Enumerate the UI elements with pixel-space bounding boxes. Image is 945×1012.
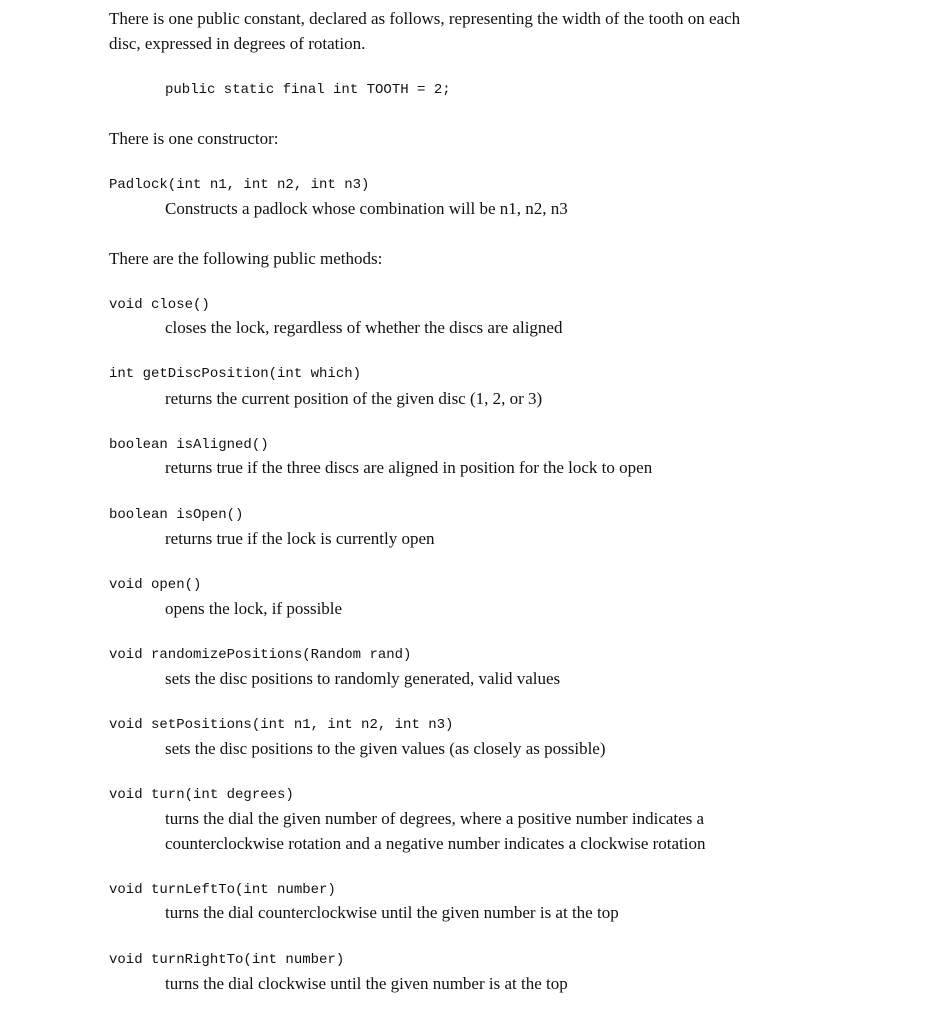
method-description-is-aligned: returns true if the three discs are aligned in position for the lock to open <box>165 458 653 477</box>
method-signature-turn-left-to: void turnLeftTo(int number) <box>109 882 336 898</box>
method-signature-randomize-positions: void randomizePositions(Random rand) <box>109 647 412 663</box>
constructor-description: Constructs a padlock whose combination will be n1, n2, n3 <box>165 199 568 218</box>
method-description-close: closes the lock, regardless of whether the discs are aligned <box>165 318 563 337</box>
method-description-turn-line-1: turns the dial the given number of degrees, where a positive number indicates a <box>165 809 705 828</box>
method-signature-turn-right-to: void turnRightTo(int number) <box>109 952 345 968</box>
method-description-set-positions: sets the disc positions to the given values (as closely as possible) <box>165 739 606 758</box>
method-description-randomize-positions: sets the disc positions to randomly generated, valid values <box>165 669 561 688</box>
method-signature-turn: void turn(int degrees) <box>109 787 294 803</box>
intro-paragraph-line-2: disc, expressed in degrees of rotation. <box>109 34 366 53</box>
method-description-open: opens the lock, if possible <box>165 599 343 618</box>
intro-paragraph-line-1: There is one public constant, declared as follows, representing the width of the tooth on each <box>109 9 741 28</box>
methods-heading: There are the following public methods: <box>109 249 383 268</box>
method-description-get-disc-position: returns the current position of the given disc (1, 2, or 3) <box>165 389 543 408</box>
constant-declaration: public static final int TOOTH = 2; <box>165 82 451 98</box>
method-signature-is-open: boolean isOpen() <box>109 507 244 523</box>
constructor-signature: Padlock(int n1, int n2, int n3) <box>109 177 370 193</box>
method-description-turn-line-2: counterclockwise rotation and a negative number indicates a clockwise rotation <box>165 834 706 853</box>
method-description-turn-left-to: turns the dial counterclockwise until the given number is at the top <box>165 903 619 922</box>
method-signature-set-positions: void setPositions(int n1, int n2, int n3) <box>109 717 454 733</box>
method-description-turn-right-to: turns the dial clockwise until the given number is at the top <box>165 974 568 993</box>
method-signature-close: void close() <box>109 297 210 313</box>
method-description-is-open: returns true if the lock is currently open <box>165 529 435 548</box>
method-signature-open: void open() <box>109 577 202 593</box>
method-signature-get-disc-position: int getDiscPosition(int which) <box>109 366 362 382</box>
method-signature-is-aligned: boolean isAligned() <box>109 437 269 453</box>
constructor-heading: There is one constructor: <box>109 129 279 148</box>
